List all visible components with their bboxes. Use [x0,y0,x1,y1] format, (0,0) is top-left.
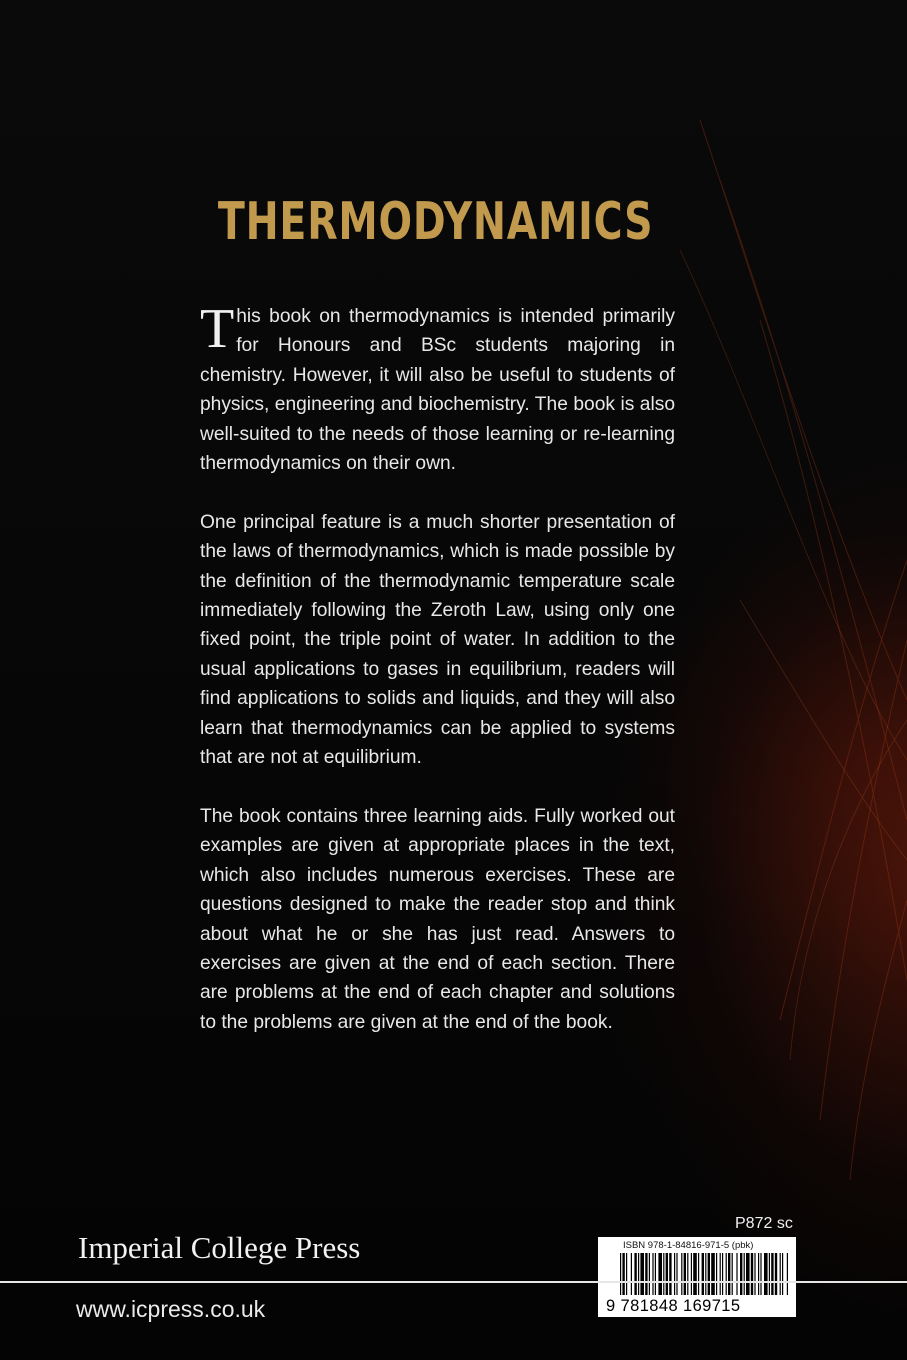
barcode-bar [775,1253,777,1295]
barcode-bar [681,1253,682,1295]
barcode-bar [782,1253,783,1295]
barcode-bar [631,1253,632,1295]
blurb-paragraph-3: The book contains three learning aids. Fully worked out examples are given at appropriate places in the text, which also includes numerous exercises. These are questions designed to make the reader stop and think about what he or she has just read. Answers to exercises are given at the end of each section. There are problems at the end of each chapter and solutions to the problems are given at the end of the book. [200,805,675,1033]
barcode-bar [691,1253,692,1295]
barcode-bar [720,1253,721,1295]
barcode-bar [705,1253,706,1295]
barcode-bar [658,1253,662,1295]
barcode-bar [722,1253,723,1295]
barcode-bar [655,1253,656,1295]
barcode-bar [666,1253,668,1295]
barcode-bar [744,1253,745,1295]
isbn-label: ISBN 978-1-84816-971-5 (pbk) [623,1240,754,1251]
barcode-bar [634,1253,636,1295]
barcode-bar [769,1253,770,1295]
publisher-website: www.icpress.co.uk [76,1296,266,1322]
barcode-bar [622,1253,624,1295]
barcode-bar [780,1253,781,1295]
barcode-bar [645,1253,647,1295]
barcode-bar [674,1253,675,1295]
barcode-bar [787,1253,788,1295]
price-code: P872 sc [735,1215,793,1232]
barcode-bar [702,1253,704,1295]
barcode-bar [746,1253,750,1295]
barcode-bar [676,1253,677,1295]
barcode-bar [684,1253,686,1295]
barcode-bar [760,1253,761,1295]
barcode-bar [764,1253,768,1295]
blurb-paragraph-1 [200,298,675,478]
barcode-bar [626,1253,627,1295]
publisher-name: Imperial College Press [78,1230,361,1265]
barcode-bar [649,1253,650,1295]
barcode-digits: 9 781848 169715 [606,1297,741,1315]
blurb-paragraph-2: One principal feature is a much shorter presentation of the laws of thermodynamics, which is made possible by the definition of the thermodynamic temperature scale immediately following the Zeroth Law, using only one fixed point, the triple point of water. In addition to the usual applications to gases in equilibrium, readers will find applications to solids and liquids, and they will also learn that thermodynamics can be applied to systems that are not at equilibrium. [200,511,675,769]
barcode-bar [740,1253,742,1295]
barcode-bar [640,1253,644,1295]
barcode-bar [751,1253,753,1295]
barcode-bar [652,1253,653,1295]
barcode-bar [726,1253,727,1295]
footer-divider [0,1281,907,1283]
barcode-bar [758,1253,759,1295]
drop-cap: T [200,298,235,360]
barcode-bar [687,1253,688,1295]
barcode-bar [771,1253,773,1295]
barcode-bar [708,1253,710,1295]
barcode-bar [716,1253,717,1295]
blurb-text [200,298,675,1067]
barcode-bar [728,1253,730,1295]
barcode-bar [754,1253,755,1295]
book-title: THERMODYNAMICS [217,192,654,252]
barcode-bar [693,1253,697,1295]
barcode-bar [663,1253,664,1295]
barcode-bar [736,1253,737,1295]
isbn-barcode [598,1237,796,1317]
paragraph-1-text: his book on thermodynamics is intended primarily for Honours and BSc students majoring in chemistry. However, it will also be useful to students of physics, engineering and biochemistry. The book is also well-suited to the needs of those learning or re-learning thermodynamics on their own. [200,306,675,475]
barcode-bar [669,1253,671,1295]
barcode-bar [620,1253,621,1295]
barcode-bar [638,1253,639,1295]
barcode-bar [698,1253,699,1295]
barcode-bar [732,1253,733,1295]
barcode-bar [711,1253,715,1295]
